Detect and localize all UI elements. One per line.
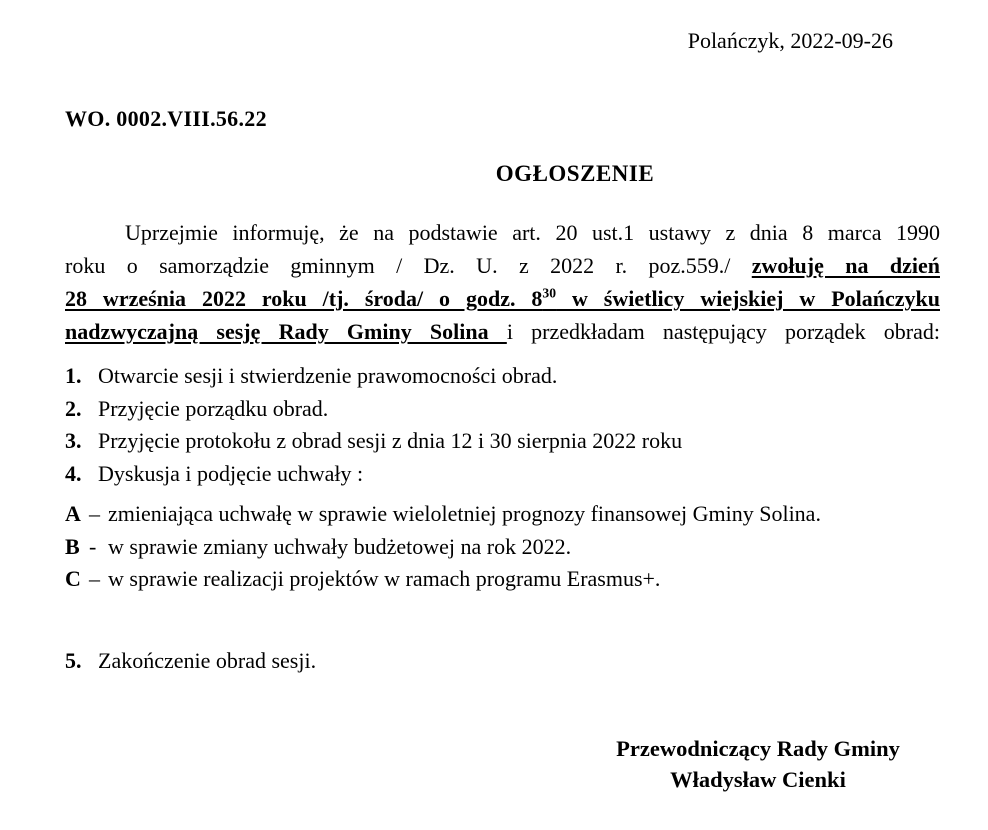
intro-line4-emphasis: nadzwyczajną sesję Rady Gminy Solina [65,319,507,344]
intro-line2-normal: roku o samorządzie gminnym / Dz. U. z 2022 r. poz.559./ [65,253,752,278]
resolution-text: w sprawie realizacji projektów w ramach programu Erasmus+. [108,566,661,591]
intro-line3-superscript: 30 [542,285,557,301]
signature-role: Przewodniczący Rady Gminy [616,736,900,761]
agenda-item-2 [65,393,940,426]
closing-item [65,645,940,678]
intro-paragraph-line-2 [65,249,940,282]
agenda-item-text: Dyskusja i podjęcie uchwały : [98,460,364,486]
intro-paragraph-line-4 [65,315,940,348]
resolution-letter: A [65,501,81,526]
resolution-dash: – [89,566,100,591]
resolution-text: w sprawie zmiany uchwały budżetowej na rok 2022. [108,533,572,559]
agenda-item-number: 3. [65,428,82,453]
intro-line2-emphasis: zwołuję na dzień [751,253,940,278]
agenda-item-3 [65,425,940,458]
agenda-item-number: 1. [65,363,82,388]
agenda-item-5 [65,645,940,678]
agenda-item-number: 4. [65,460,82,486]
signature-block [580,733,936,795]
intro-line1-text: Uprzejmie informuję, że na podstawie art. 20 ust.1 ustawy z dnia 8 marca 1990 [125,220,940,245]
resolution-letter: C [65,566,81,591]
intro-line3-text-a: 28 września 2022 roku /tj. środa/ o godz. 8 [65,286,543,311]
agenda-item-number: 5. [65,648,82,673]
resolution-text: zmieniająca uchwałę w sprawie wieloletniej prognozy finansowej Gminy Solina. [108,501,821,526]
resolution-dash: - [89,533,97,559]
resolution-dash: – [89,501,100,526]
resolution-letter: B [65,533,80,559]
agenda-item-number: 2. [65,395,82,421]
resolution-item-a [65,498,965,531]
agenda-list [65,360,940,490]
agenda-item-1 [65,360,940,393]
agenda-item-text: Przyjęcie porządku obrad. [98,395,329,421]
resolution-item-b [65,531,965,564]
intro-paragraph [65,216,940,348]
agenda-item-text: Zakończenie obrad sesji. [98,648,317,673]
agenda-item-4 [65,458,940,491]
intro-paragraph-line-3 [65,282,940,315]
resolution-item-c [65,563,965,596]
document-title: OGŁOSZENIE [495,161,655,186]
intro-line3-text-b: w świetlicy wiejskiej w Polańczyku [556,286,940,311]
intro-line4-normal: i przedkładam następujący porządek obrad: [506,319,941,344]
intro-line3-emphasis [65,286,940,311]
agenda-item-text: Otwarcie sesji i stwierdzenie prawomocności obrad. [98,363,558,388]
agenda-item-text: Przyjęcie protokołu z obrad sesji z dnia 12 i 30 sierpnia 2022 roku [98,428,683,453]
resolutions-list [65,498,965,596]
reference-number: WO. 0002.VIII.56.22 [65,106,267,131]
date-place-line: Polańczyk, 2022-09-26 [687,28,893,53]
intro-paragraph-line-1 [65,216,940,249]
signature-name: Władysław Cienki [670,767,846,792]
